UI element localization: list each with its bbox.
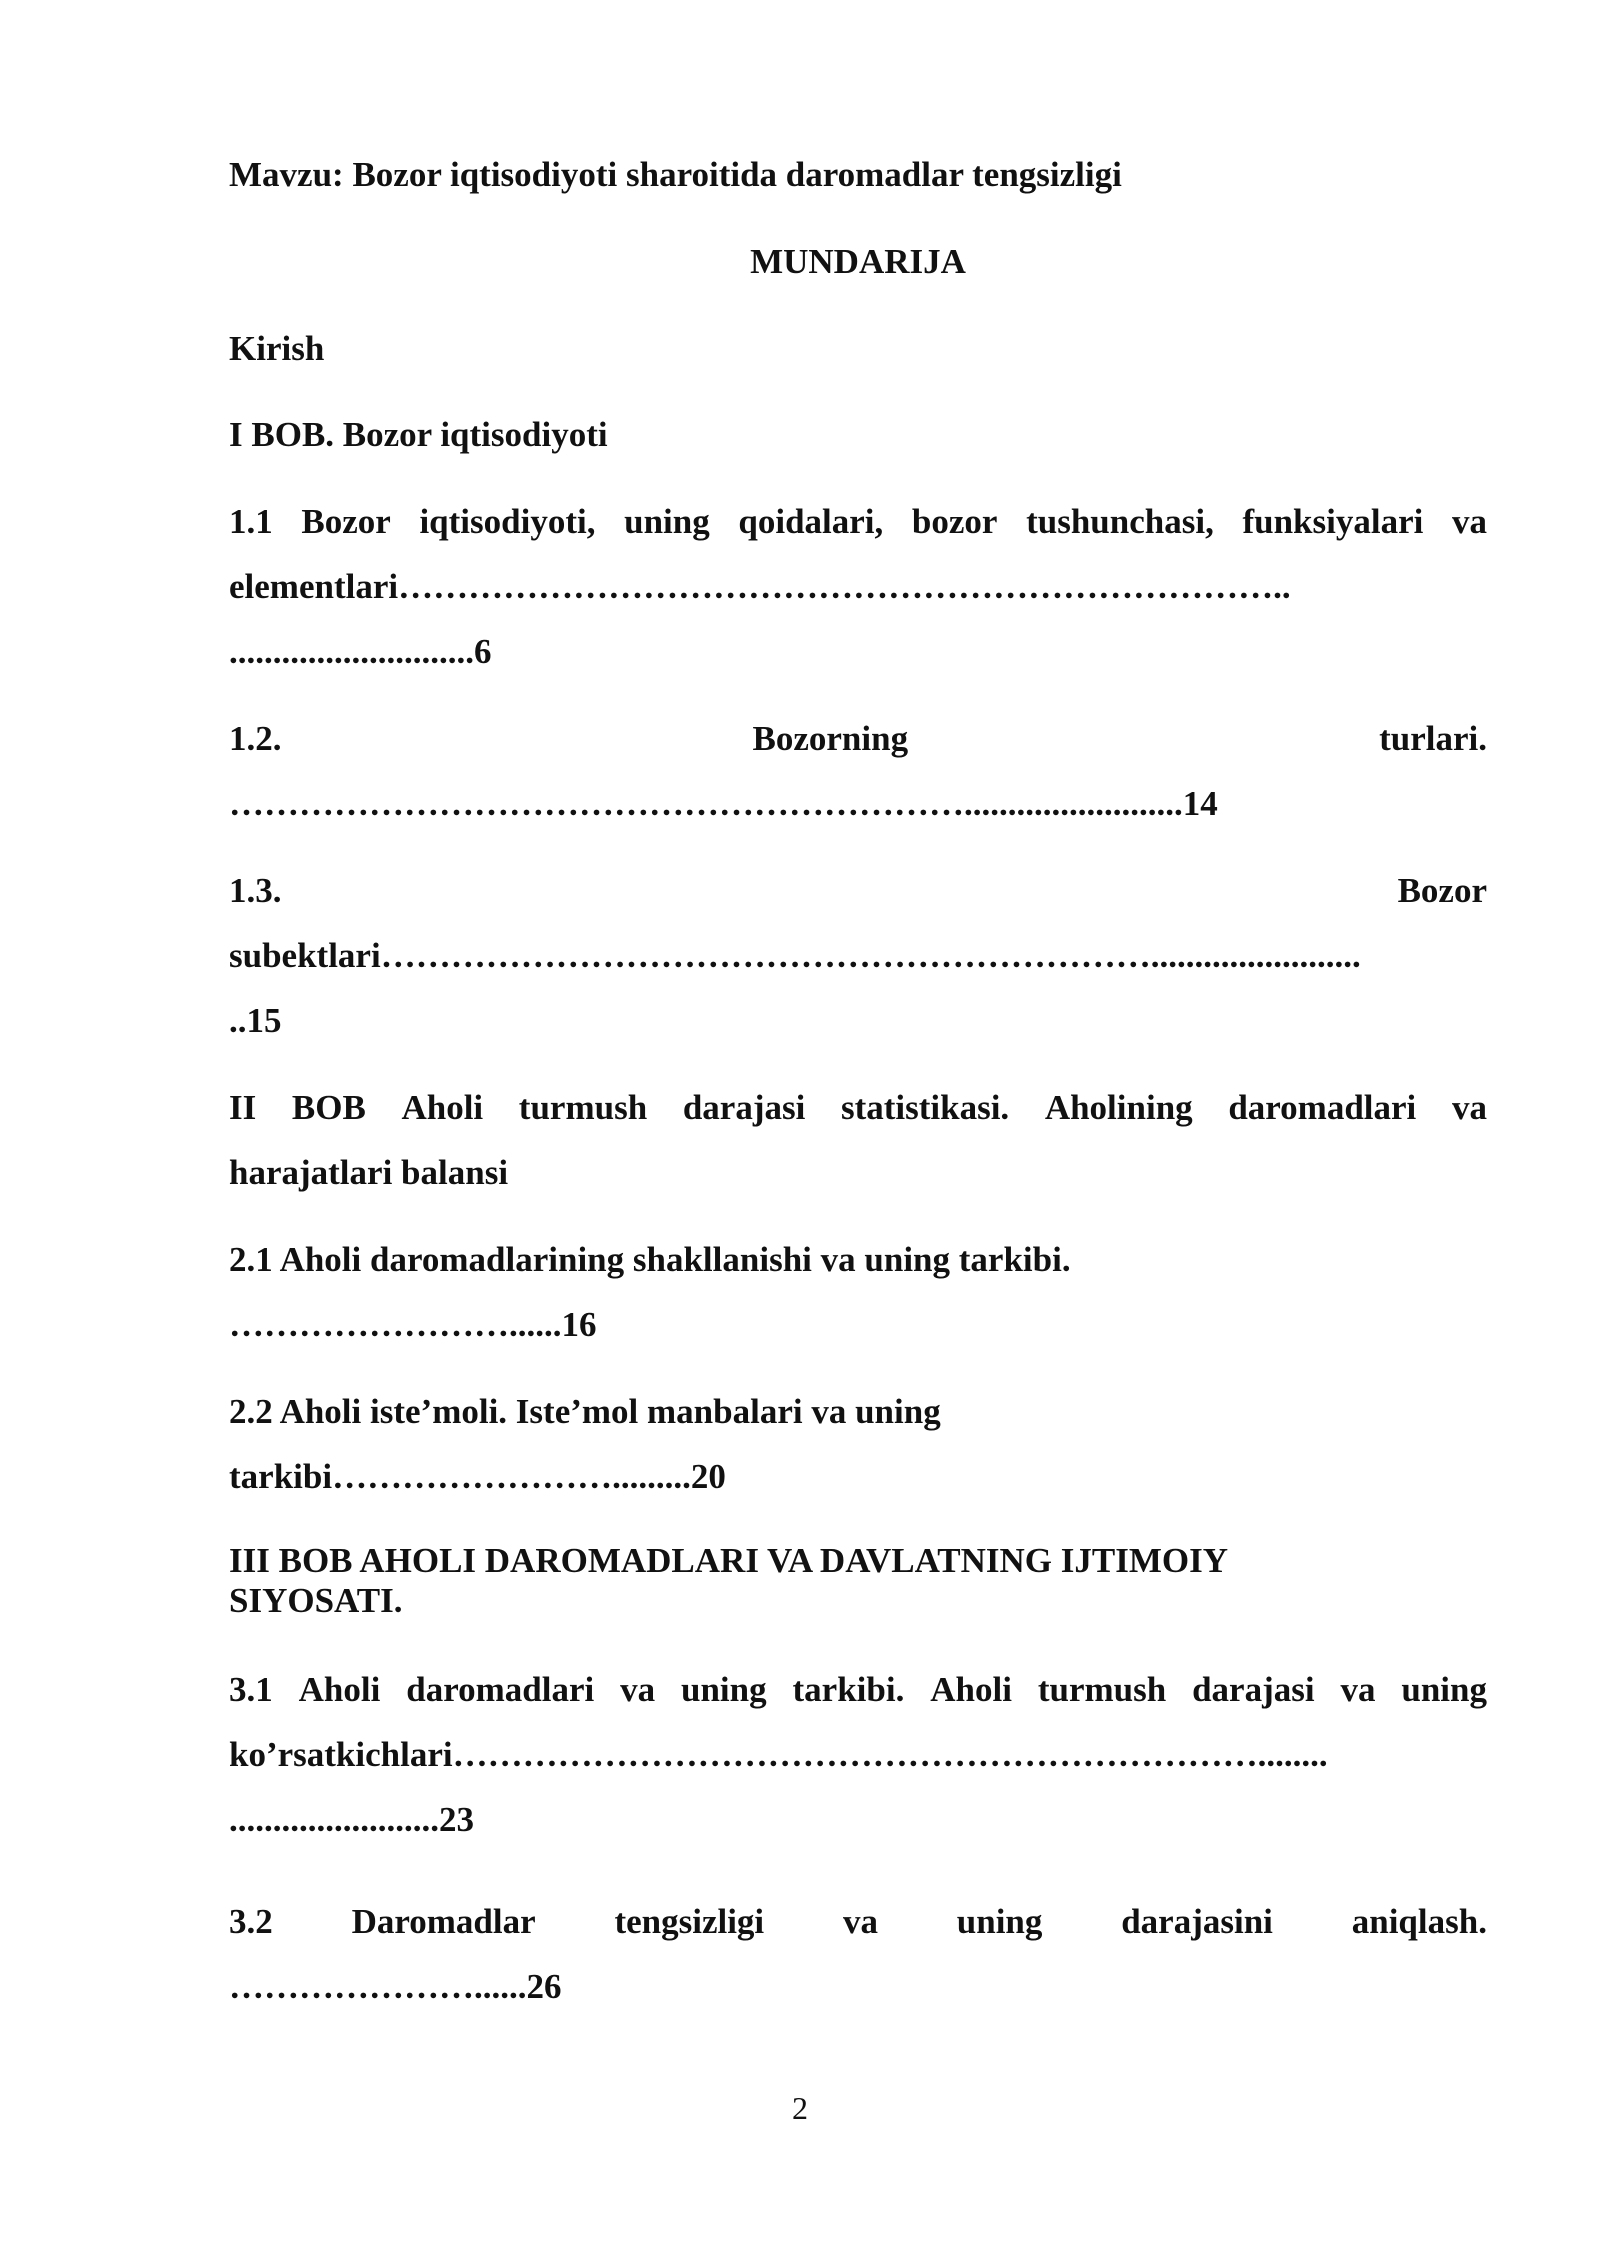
toc-chapter3-title-line2: SIYOSATI. (229, 1581, 403, 1620)
toc-title: MUNDARIJA (750, 242, 966, 281)
toc-section-3-2-line2: …………………......26 (229, 1967, 562, 2006)
toc-word: uning (956, 1902, 1043, 1941)
toc-word: II (229, 1088, 257, 1127)
toc-word: Bozor (1397, 871, 1487, 910)
toc-word: va (842, 1902, 878, 1941)
toc-word: qoidalari, (738, 502, 884, 541)
toc-word: Bozorning (752, 719, 909, 758)
toc-section-2-2-line1: 2.2 Aholi iste’moli. Iste’mol manbalari va uning (229, 1392, 941, 1431)
toc-word: daromadlari (406, 1670, 595, 1709)
toc-word: va (1451, 1088, 1487, 1127)
toc-word: statistikasi. (840, 1088, 1010, 1127)
toc-word: va (1340, 1670, 1376, 1709)
toc-word: iqtisodiyoti, (419, 502, 596, 541)
toc-word: Aholi (401, 1088, 484, 1127)
toc-chapter3-title-line1: III BOB AHOLI DAROMADLARI VA DAVLATNING IJTIMOIY (229, 1541, 1228, 1580)
toc-section-2-1-line1: 2.1 Aholi daromadlarining shakllanishi va uning tarkibi. (229, 1240, 1071, 1279)
toc-word: uning (624, 502, 710, 541)
toc-word: va (1452, 502, 1487, 541)
toc-word: daromadlari (1228, 1088, 1417, 1127)
toc-word: bozor (911, 502, 998, 541)
page-number: 2 (792, 2090, 808, 2126)
toc-intro: Kirish (229, 329, 325, 368)
toc-word: Aholi (930, 1670, 1012, 1709)
toc-section-3-2-line1 (229, 1900, 1487, 1944)
toc-chapter2-title-line1 (229, 1086, 1487, 1130)
toc-word: uning (681, 1670, 767, 1709)
toc-section-3-1-line2: ko’rsatkichlari……………………………………………………………........ (229, 1735, 1328, 1774)
toc-word: aniqlash. (1351, 1902, 1487, 1941)
toc-section-1-3-page: ..15 (229, 1001, 282, 1040)
toc-chapter2-title-line2: harajatlari balansi (229, 1153, 509, 1192)
toc-section-1-3-line2: subektlari…………………………………………………………........................ (229, 936, 1361, 975)
toc-word: 3.2 (229, 1902, 273, 1941)
toc-word: Aholi (298, 1670, 381, 1709)
toc-section-1-3-line1 (229, 869, 1487, 913)
toc-word: 3.1 (229, 1670, 273, 1709)
toc-word: darajasi (682, 1088, 806, 1127)
toc-word: Bozor (301, 502, 391, 541)
toc-section-2-1-line2: ……………………......16 (229, 1305, 597, 1344)
toc-word: turmush (518, 1088, 648, 1127)
toc-section-3-1-line1 (229, 1668, 1487, 1712)
toc-section-1-2-line1 (229, 717, 1487, 761)
toc-word: 1.1 (229, 502, 273, 541)
toc-word: turlari. (1379, 719, 1487, 758)
toc-section-1-1-line1 (229, 500, 1487, 544)
toc-word: funksiyalari (1242, 502, 1424, 541)
toc-word: Daromadlar (351, 1902, 536, 1941)
toc-section-3-1-page: ........................23 (229, 1800, 474, 1839)
toc-section-1-1-line2: elementlari………………………………………………………………….. (229, 567, 1291, 606)
topic-heading: Mavzu: Bozor iqtisodiyoti sharoitida daromadlar tengsizligi (229, 155, 1122, 194)
toc-word: tengsizligi (614, 1902, 765, 1941)
toc-word: darajasini (1121, 1902, 1273, 1941)
toc-word: Aholining (1044, 1088, 1193, 1127)
toc-word: uning (1401, 1670, 1487, 1709)
toc-chapter1-title: I BOB. Bozor iqtisodiyoti (229, 415, 608, 454)
toc-word: darajasi (1192, 1670, 1315, 1709)
toc-section-2-2-line2: tarkibi…………………….........20 (229, 1457, 726, 1496)
toc-word: va (620, 1670, 656, 1709)
toc-word: tarkibi. (792, 1670, 905, 1709)
toc-word: BOB (291, 1088, 366, 1127)
toc-word: 1.2. (229, 719, 282, 758)
toc-section-1-2-line2: ……………………………………………………….........................14 (229, 784, 1218, 823)
toc-word: turmush (1037, 1670, 1167, 1709)
toc-word: 1.3. (229, 871, 282, 910)
toc-section-1-1-page: ............................6 (229, 632, 492, 671)
toc-word: tushunchasi, (1026, 502, 1214, 541)
